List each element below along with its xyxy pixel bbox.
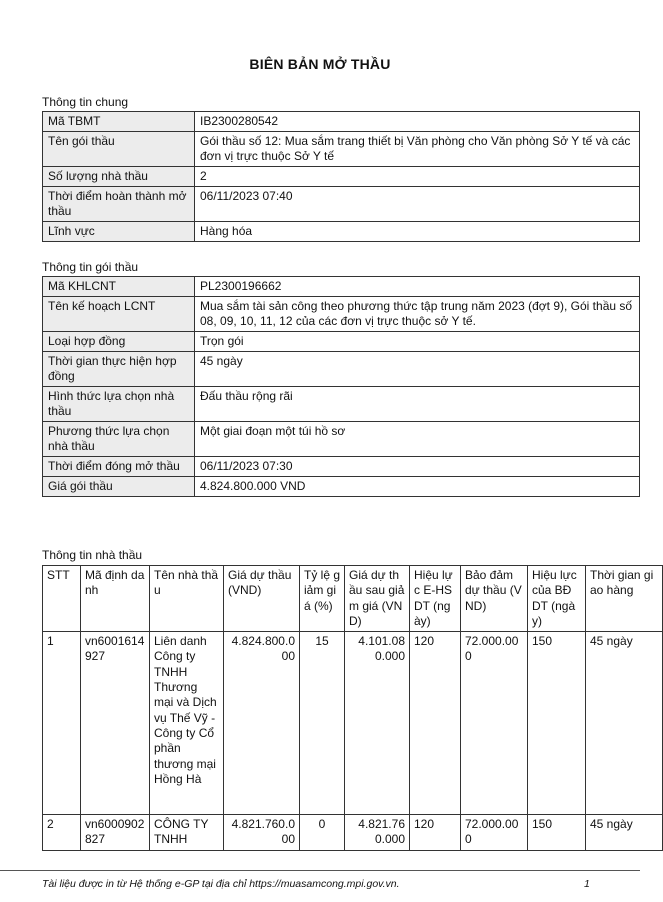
bidders-table <box>42 565 663 851</box>
field-label: Số lượng nhà thầu <box>43 167 195 187</box>
field-value: PL2300196662 <box>195 277 640 297</box>
table-cell: 15 <box>300 632 345 815</box>
field-value: 4.824.800.000 VND <box>195 477 640 497</box>
package-info-table <box>42 276 640 497</box>
table-row <box>43 387 640 422</box>
column-header: Hiệu lực của BĐ DT (ngày) <box>528 566 586 632</box>
table-cell: 1 <box>43 632 81 815</box>
column-header: Tên nhà thầu <box>150 566 224 632</box>
table-row <box>43 112 640 132</box>
footer-divider <box>0 870 640 871</box>
table-cell: 150 <box>528 815 586 851</box>
column-header: STT <box>43 566 81 632</box>
column-header: Bảo đảm dự thầu (VND) <box>461 566 528 632</box>
table-cell: 4.101.080.000 <box>345 632 410 815</box>
table-row <box>43 815 663 851</box>
table-cell: 72.000.000 <box>461 632 528 815</box>
table-cell: 4.821.760.000 <box>345 815 410 851</box>
table-cell: 45 ngày <box>586 815 663 851</box>
column-header: Tỷ lệ giảm giá (%) <box>300 566 345 632</box>
field-value: Đấu thầu rộng rãi <box>195 387 640 422</box>
field-label: Giá gói thầu <box>43 477 195 497</box>
section-package-label: Thông tin gói thầu <box>42 260 139 274</box>
table-row <box>43 167 640 187</box>
document-title: BIÊN BẢN MỞ THẦU <box>249 56 391 72</box>
field-label: Thời điểm đóng mở thầu <box>43 457 195 477</box>
table-cell: vn6000902827 <box>81 815 150 851</box>
table-row <box>43 132 640 167</box>
field-label: Hình thức lựa chọn nhà thầu <box>43 387 195 422</box>
table-cell: 120 <box>410 632 461 815</box>
column-header: Giá dự thầu (VND) <box>224 566 300 632</box>
table-row <box>43 277 640 297</box>
table-row <box>43 187 640 222</box>
general-info-table <box>42 111 640 242</box>
field-value: 2 <box>195 167 640 187</box>
field-label: Loại hợp đồng <box>43 332 195 352</box>
table-row <box>43 477 640 497</box>
footer-note: Tài liệu được in từ Hệ thống e-GP tại địa chỉ https://muasamcong.mpi.gov.vn. <box>42 878 400 890</box>
field-label: Mã TBMT <box>43 112 195 132</box>
field-value: Trọn gói <box>195 332 640 352</box>
field-value: 06/11/2023 07:40 <box>195 187 640 222</box>
field-value: Hàng hóa <box>195 222 640 242</box>
field-label: Thời gian thực hiện hợp đồng <box>43 352 195 387</box>
table-row <box>43 457 640 477</box>
field-value: IB2300280542 <box>195 112 640 132</box>
column-header: Hiệu lực E-HSDT (ngày) <box>410 566 461 632</box>
section-general-label: Thông tin chung <box>42 95 129 109</box>
table-cell: vn6001614927 <box>81 632 150 815</box>
table-row <box>43 632 663 815</box>
table-cell: 150 <box>528 632 586 815</box>
page-number: 1 <box>584 878 590 890</box>
table-cell: 120 <box>410 815 461 851</box>
table-row <box>43 222 640 242</box>
field-value: Mua sắm tài sản công theo phương thức tập trung năm 2023 (đợt 9), Gói thầu số 08, 09, 10, 11, 12 của các đơn vị trực thuộc sở Y tế. <box>195 297 640 332</box>
field-value: Gói thầu số 12: Mua sắm trang thiết bị Văn phòng cho Văn phòng Sở Y tế và các đơn vị trực thuộc Sở Y tế <box>195 132 640 167</box>
field-label: Mã KHLCNT <box>43 277 195 297</box>
table-cell: 72.000.000 <box>461 815 528 851</box>
table-cell: 2 <box>43 815 81 851</box>
field-label: Tên gói thầu <box>43 132 195 167</box>
table-row <box>43 422 640 457</box>
field-label: Thời điểm hoàn thành mở thầu <box>43 187 195 222</box>
section-bidders-label: Thông tin nhà thầu <box>42 548 143 562</box>
table-cell: CÔNG TY TNHH <box>150 815 224 851</box>
table-cell: 45 ngày <box>586 632 663 815</box>
field-label: Lĩnh vực <box>43 222 195 242</box>
field-label: Phương thức lựa chọn nhà thầu <box>43 422 195 457</box>
table-row <box>43 332 640 352</box>
table-header-row <box>43 566 663 632</box>
field-label: Tên kế hoạch LCNT <box>43 297 195 332</box>
table-cell: 4.821.760.000 <box>224 815 300 851</box>
field-value: 06/11/2023 07:30 <box>195 457 640 477</box>
column-header: Mã định danh <box>81 566 150 632</box>
field-value: 45 ngày <box>195 352 640 387</box>
column-header: Thời gian giao hàng <box>586 566 663 632</box>
table-row <box>43 352 640 387</box>
table-cell: 0 <box>300 815 345 851</box>
column-header: Giá dự thầu sau giảm giá (VND) <box>345 566 410 632</box>
table-cell: Liên danh Công ty TNHH Thương mại và Dịch vụ Thế Vỹ - Công ty Cổ phần thương mại Hồng Hà <box>150 632 224 815</box>
field-value: Một giai đoạn một túi hồ sơ <box>195 422 640 457</box>
table-row <box>43 297 640 332</box>
table-cell: 4.824.800.000 <box>224 632 300 815</box>
